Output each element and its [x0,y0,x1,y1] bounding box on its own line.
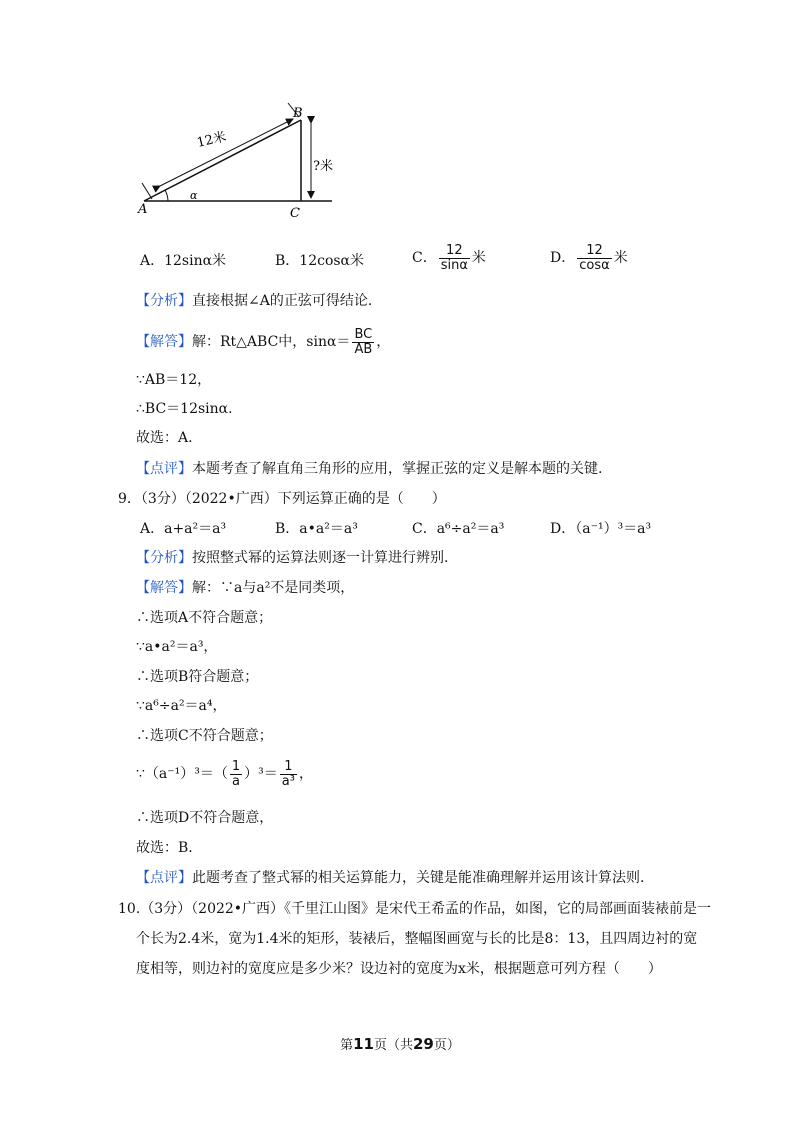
point-a-label: A [138,202,148,217]
tick-a [142,183,152,199]
q8-answer-tag: 【解答】 [136,334,192,350]
q9-analysis-text: 按照整式幂的运算法则逐一计算进行辨别. [192,550,449,566]
q8-option-d-den: cosα [579,257,610,273]
q9-option-c: C．a⁶÷a²＝a³ [412,521,505,537]
q8-option-d [550,240,628,276]
point-b-label: B [293,106,303,121]
q8-answer-num: BC [354,326,373,342]
q8-choice: 故选：A. [136,430,193,446]
angle-label: α [190,189,198,202]
q9-line-4: ∵a⁶÷a²＝a⁴， [136,698,227,714]
footer-total-pages: 29 [413,1035,434,1053]
right-triangle-figure [130,95,333,225]
angle-arc [165,190,168,201]
q9-analysis-tag: 【分析】 [136,550,192,566]
q9-stem: 9．（3分）（2022•广西）下列运算正确的是（ ） [118,491,446,507]
q9-comment-tag: 【点评】 [136,870,192,886]
q9-answer-tag: 【解答】 [136,580,192,596]
hyp-label: 12米 [195,129,228,151]
q9-line-5: ∴选项C不符合题意； [136,728,273,744]
q8-answer-comma: ， [376,334,391,350]
q8-answer-intro: 解：Rt△ABC中，sinα＝ [192,334,351,350]
q8-option-a: A．12sinα米 [140,253,227,269]
q9-line-6-f2-den: a³ [281,773,295,789]
q8-option-d-unit: 米 [613,250,628,266]
q10-line-2: 个长为2.4米，宽为1.4米的矩形，装裱后，整幅图画宽与长的比是8：13，且四周边衬的宽 [136,931,698,947]
q9-line-6-suffix: ， [298,766,313,782]
q8-option-c-num: 12 [446,242,463,258]
q9-answer [136,578,354,598]
q9-line-6-f2-num: 1 [284,758,293,774]
q9-line-7: ∴选项D不符合题意， [136,810,274,826]
hypotenuse-dimension-arrow [160,119,293,186]
q9-line-6-fraction-1 [230,760,242,789]
q9-option-a: A．a+a²＝a³ [140,521,227,537]
q9-analysis [136,548,448,568]
q9-line-6-prefix: ∵（a⁻¹）³＝（ [136,766,228,782]
q9-comment [136,868,644,888]
q9-comment-text: 此题考查了整式幂的相关运算能力，关键是能准确理解并运用该计算法则. [192,870,645,886]
q8-option-b: B．12cosα米 [275,253,365,269]
q9-line-6-mid: ）³＝ [244,766,278,782]
height-label: ?米 [313,159,333,174]
q9-line-2: ∵a•a²＝a³， [136,639,218,655]
q9-line-3: ∴选项B符合题意； [136,669,259,685]
q9-line-1: ∴选项A不符合题意； [136,610,273,626]
page-footer [0,1034,800,1053]
q9-option-d: D．（a⁻¹）³＝a³ [550,521,652,537]
q8-line-bc: ∴BC＝12sinα. [136,401,233,417]
q9-line-6-f1-num: 1 [231,758,241,774]
q9-line-6-fraction-2 [280,760,297,789]
q9-line-6-f1-den: a [230,774,242,789]
q8-option-c-den: sinα [440,257,468,273]
q8-analysis-tag: 【分析】 [136,293,192,309]
q10-line-3: 度相等，则边衬的宽度应是多少米？设边衬的宽度为x米，根据题意可列方程（ ） [136,961,662,977]
q8-option-c [412,240,486,276]
q9-answer-text: 解：∵a与a²不是同类项， [192,580,355,596]
footer-suffix: 页） [433,1038,460,1053]
q8-option-c-prefix: C． [412,250,437,266]
q8-option-d-fraction [577,244,611,273]
footer-prefix: 第 [340,1038,354,1053]
q8-line-ab: ∵AB＝12， [136,372,212,388]
q9-line-6 [136,756,313,792]
q8-comment-tag: 【点评】 [136,461,192,477]
q8-option-c-fraction [439,244,470,273]
q8-comment-text: 本题考查了解直角三角形的应用，掌握正弦的定义是解本题的关键. [192,461,603,477]
q8-answer [136,324,390,360]
q8-option-c-unit: 米 [471,250,486,266]
q9-choice: 故选：B. [136,840,193,856]
q8-answer-den: AB [354,341,373,357]
q9-option-b: B．a•a²＝a³ [275,521,358,537]
q8-option-d-prefix: D． [550,250,576,266]
q8-comment [136,459,602,479]
q8-analysis-text: 直接根据∠A的正弦可得结论. [192,293,373,309]
q8-answer-fraction [352,328,374,357]
footer-middle: 页（共 [373,1038,413,1053]
footer-page-number: 11 [353,1035,374,1053]
q8-analysis [136,291,372,311]
point-c-label: C [290,206,300,221]
q8-option-d-num: 12 [586,242,603,258]
q10-line-1: 10.（3分）（2022•广西）《千里江山图》是宋代王希孟的作品，如图，它的局部画面装裱前是一 [118,901,712,917]
